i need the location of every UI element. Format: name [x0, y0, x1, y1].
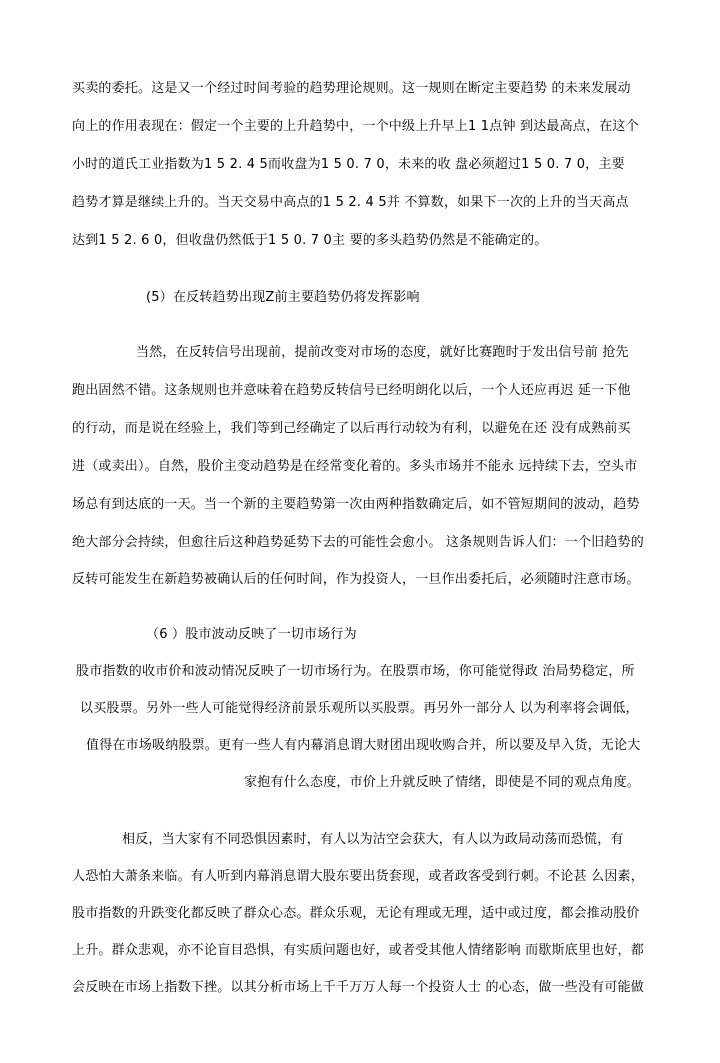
text-line: 反转可能发生在新趋势被确认后的任何时间，作为投资人，一旦作出委托后，必须随时注意市场。: [72, 572, 640, 587]
text-line: 股市指数的收市价和波动情况反映了一切市场行为。在股票市场，你可能觉得政 治局势稳定，所: [76, 664, 635, 679]
text-line: 家抱有什么态度，市价上升就反映了情绪，即使是不同的观点角度。: [244, 775, 641, 790]
text-line: 跑出固然不错。这条规则也并意味着在趋势反转信号已经明朗化以后，一个人还应再迟 延一下他: [72, 383, 631, 398]
text-line: 绝大部分会持续，但愈往后这种趋势延势下去的可能性会愈小。 这条规则告诉人们：一个旧趋势的: [72, 535, 644, 550]
text-line: 股市指数的升跌变化都反映了群众心态。群众乐观，无论有理或无理，适中或过度，都会推动股价: [72, 906, 640, 921]
text-line: 会反映在市场上指数下挫。以其分析市场上千千万万人每一个投资人士 的心态，做一些没有可能做: [72, 980, 644, 995]
text-line: 人恐怕大萧条来临。有人听到内幕消息谓大股东要出货套现，或者政客受到行刺。不论甚 么因素，: [72, 869, 644, 884]
text-line: 进（或卖出）。自然，股价主变动趋势是在经常变化着的。多头市场并不能永 远持续下去，空头市: [72, 459, 638, 474]
text-line: 上升。群众悲观，亦不论盲目恐惧，有实质问题也好，或者受其他人情绪影响 而歇斯底里也好，都: [72, 943, 644, 958]
text-line: 向上的作用表现在：假定一个主要的上升趋势中，一个中级上升早上1 1点钟 到达最高点，在这个: [72, 119, 639, 134]
text-line: 值得在市场吸纳股票。更有一些人有内幕消息谓大财团出现收购合并，所以要及早入货，无论大: [86, 738, 641, 753]
text-line: 场总有到达底的一天。当一个新的主要趋势第一次由两种指数确定后，如不管短期间的波动，趋势: [72, 497, 640, 512]
text-line: 达到1 5 2. 6 0，但收盘仍然低于1 5 0. 7 0主 要的多头趋势仍然是不能确定的。: [72, 233, 548, 248]
text-line: 当然，在反转信号出现前，提前改变对市场的态度，就好比赛跑时于发出信号前 抢先: [136, 345, 629, 360]
section-heading-5: (5）在反转趋势出现Z前主要趋势仍将发挥影响: [146, 290, 420, 305]
text-line: 相反，当大家有不同恐惧因素时，有人以为沽空会获大，有人以为政局动荡而恐慌，有: [122, 832, 624, 847]
text-line: 趋势才算是继续上升的。当天交易中高点的1 5 2. 4 5并 不算数，如果下一次的上升的当天高点: [72, 195, 629, 210]
text-line: 买卖的委托。这是又一个经过时间考验的趋势理论规则。这一规则在断定主要趋势 的未来发展动: [72, 81, 631, 96]
text-line: 的行动，而是说在经验上，我们等到己经确定了以后再行动较为有利，以避免在还 没有成熟前买: [72, 421, 631, 436]
text-line: 以买股票。另外一些人可能觉得经济前景乐观所以买股票。再另外一部分人 以为利率将会调低，: [80, 701, 639, 716]
section-heading-6: （6 ）股市波动反映了一切市场行为: [146, 627, 357, 642]
text-line: 小时的道氏工业指数为1 5 2. 4 5而收盘为1 5 0. 7 0，未来的收 盘必须超过1 5 0. 7 0，主要: [72, 157, 625, 172]
